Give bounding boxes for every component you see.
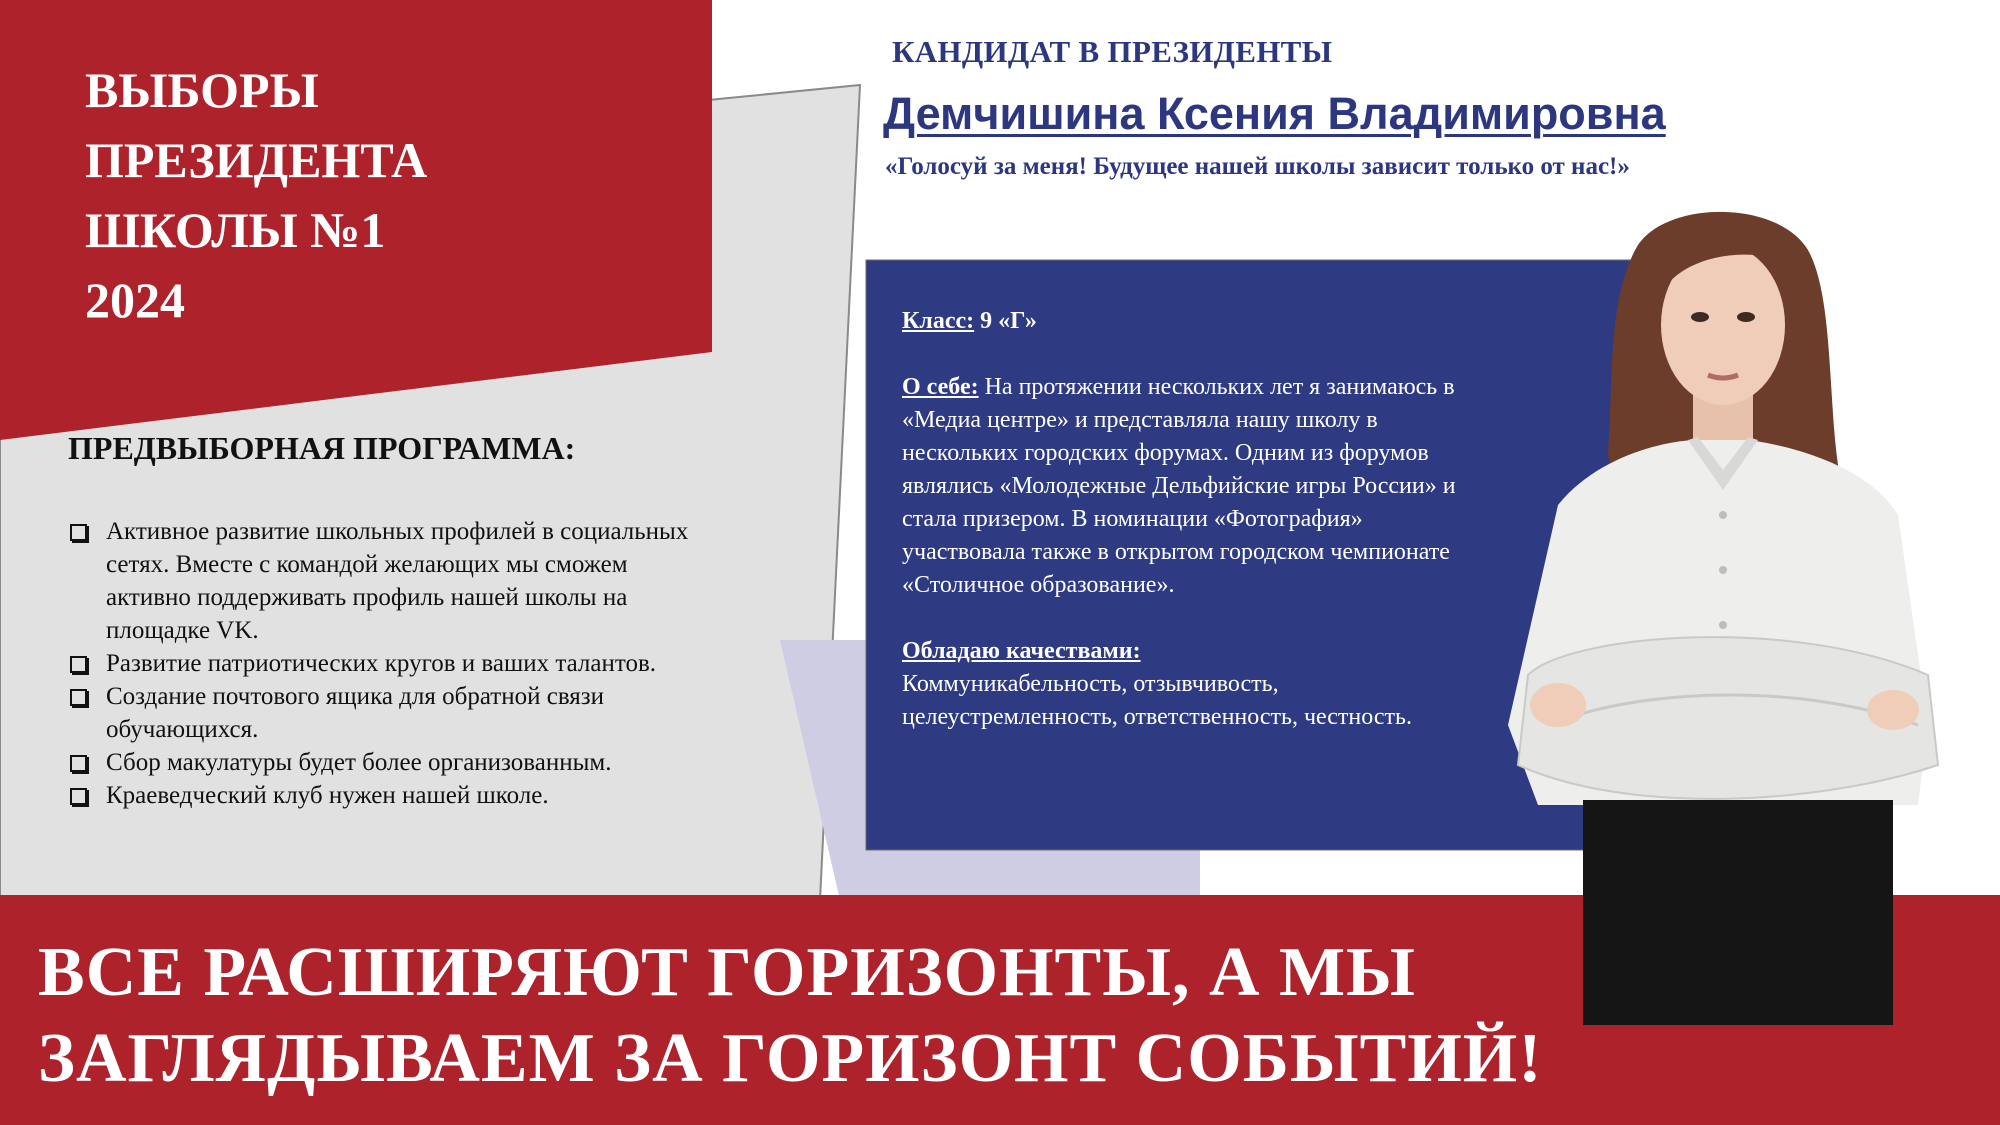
- checkbox-icon: [70, 755, 87, 772]
- program-title: ПРЕДВЫБОРНАЯ ПРОГРАММА:: [68, 430, 576, 466]
- checkbox-icon: [70, 524, 87, 541]
- candidate-label: КАНДИДАТ В ПРЕЗИДЕНТЫ: [892, 34, 1333, 69]
- election-title: [85, 55, 645, 335]
- list-item: Краеведческий клуб нужен нашей школе.: [66, 779, 706, 812]
- title-line: ВЫБОРЫ: [85, 62, 319, 118]
- about-info: [902, 371, 1462, 602]
- candidate-slogan: «Голосуй за меня! Будущее нашей школы зависит только от нас!»: [885, 153, 1630, 180]
- candidate-info: [902, 305, 1462, 734]
- title-line: ШКОЛЫ №1: [85, 202, 386, 258]
- checkbox-icon: [70, 788, 87, 805]
- motto-line: ВСЕ РАСШИРЯЮТ ГОРИЗОНТЫ, А МЫ: [38, 934, 1416, 1011]
- candidate-name: Демчишина Ксения Владимировна: [883, 88, 1666, 139]
- checkbox-icon: [70, 689, 87, 706]
- title-line: ПРЕЗИДЕНТА: [85, 132, 428, 188]
- qualities-label: Обладаю качествами:: [902, 638, 1141, 664]
- list-item: Сбор макулатуры будет более организованным.: [66, 746, 706, 779]
- motto-line: ЗАГЛЯДЫВАЕМ ЗА ГОРИЗОНТ СОБЫТИЙ!: [38, 1020, 1543, 1097]
- checkbox-icon: [70, 656, 87, 673]
- list-item: Создание почтового ящика для обратной связи обучающихся.: [66, 680, 706, 746]
- class-label: Класс:: [902, 308, 975, 334]
- candidate-photo: [1488, 205, 1958, 1025]
- about-text: На протяжении нескольких лет я занимаюсь в «Медиа центре» и представляла нашу школу в нескольких городских форумах. Одним из форумов являлись «Молодежные Дельфийские игры России» и стала призером. В номинации «Фотография» участвовала также в открытом городском чемпионате «Столичное образование».: [902, 374, 1456, 598]
- about-label: О себе:: [902, 374, 979, 400]
- program-list: [66, 515, 706, 812]
- title-line: 2024: [85, 272, 185, 328]
- list-item: Активное развитие школьных профилей в социальных сетях. Вместе с командой желающих мы сможем активно поддерживать профиль нашей школы на площадке VK.: [66, 515, 706, 647]
- class-value: 9 «Г»: [974, 308, 1037, 334]
- qualities-info: [902, 635, 1462, 734]
- list-item: Развитие патриотических кругов и ваших талантов.: [66, 647, 706, 680]
- motto: [38, 930, 1738, 1102]
- class-info: [902, 305, 1462, 338]
- qualities-text: Коммуникабельность, отзывчивость, целеустремленность, ответственность, честность.: [902, 671, 1412, 730]
